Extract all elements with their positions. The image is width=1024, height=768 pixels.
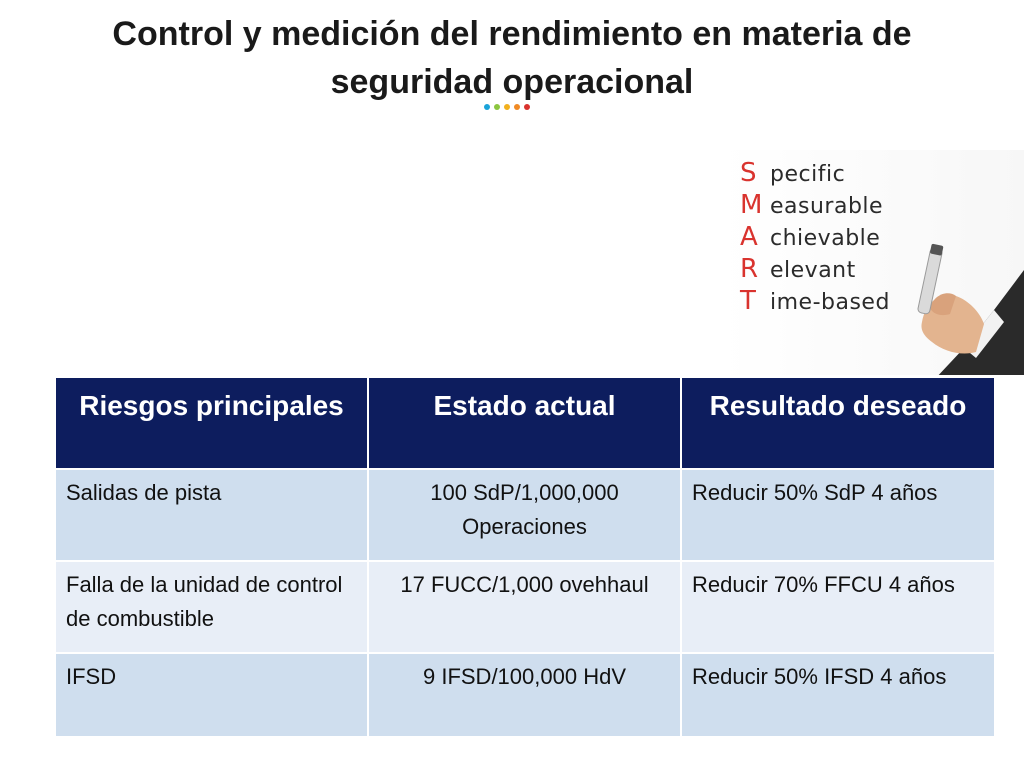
- decoration-dot: [524, 104, 530, 110]
- smart-letter: A: [740, 222, 758, 252]
- smart-letter: T: [740, 286, 756, 316]
- smart-letter: S: [740, 158, 757, 188]
- decoration-dot: [494, 104, 500, 110]
- cell-risk: Falla de la unidad de control de combustible: [55, 561, 368, 653]
- risk-table: [54, 376, 996, 738]
- cell-desired-result: Reducir 70% FFCU 4 años: [681, 561, 995, 653]
- smart-word: easurable: [770, 194, 884, 219]
- cell-desired-result: Reducir 50% IFSD 4 años: [681, 653, 995, 737]
- cell-current-state: 100 SdP/1,000,000 Operaciones: [368, 469, 681, 561]
- smart-word: ime-based: [770, 290, 890, 315]
- table-row: [55, 653, 995, 737]
- header-resultado-deseado: Resultado deseado: [681, 377, 995, 469]
- smart-row-measurable: [740, 190, 890, 222]
- smart-word: elevant: [770, 258, 856, 283]
- decoration-dot: [484, 104, 490, 110]
- title-decoration-dots: [484, 104, 530, 110]
- decoration-dot: [504, 104, 510, 110]
- smart-word: pecific: [770, 162, 846, 187]
- cell-risk: IFSD: [55, 653, 368, 737]
- table-header-row: [55, 377, 995, 469]
- table-row: [55, 561, 995, 653]
- hand-with-marker-illustration: [864, 230, 1024, 375]
- slide-title: Control y medición del rendimiento en materia de seguridad operacional: [112, 15, 912, 101]
- cell-current-state: 17 FUCC/1,000 ovehhaul: [368, 561, 681, 653]
- smart-letter: M: [740, 190, 763, 220]
- smart-word: chievable: [770, 226, 881, 251]
- header-riesgos-principales: Riesgos principales: [55, 377, 368, 469]
- header-estado-actual: Estado actual: [368, 377, 681, 469]
- smart-row-specific: [740, 158, 890, 190]
- smart-goals-image: [722, 150, 1024, 375]
- cell-risk: Salidas de pista: [55, 469, 368, 561]
- smart-letter: R: [740, 254, 759, 284]
- decoration-dot: [514, 104, 520, 110]
- table-row: [55, 469, 995, 561]
- cell-current-state: 9 IFSD/100,000 HdV: [368, 653, 681, 737]
- cell-desired-result: Reducir 50% SdP 4 años: [681, 469, 995, 561]
